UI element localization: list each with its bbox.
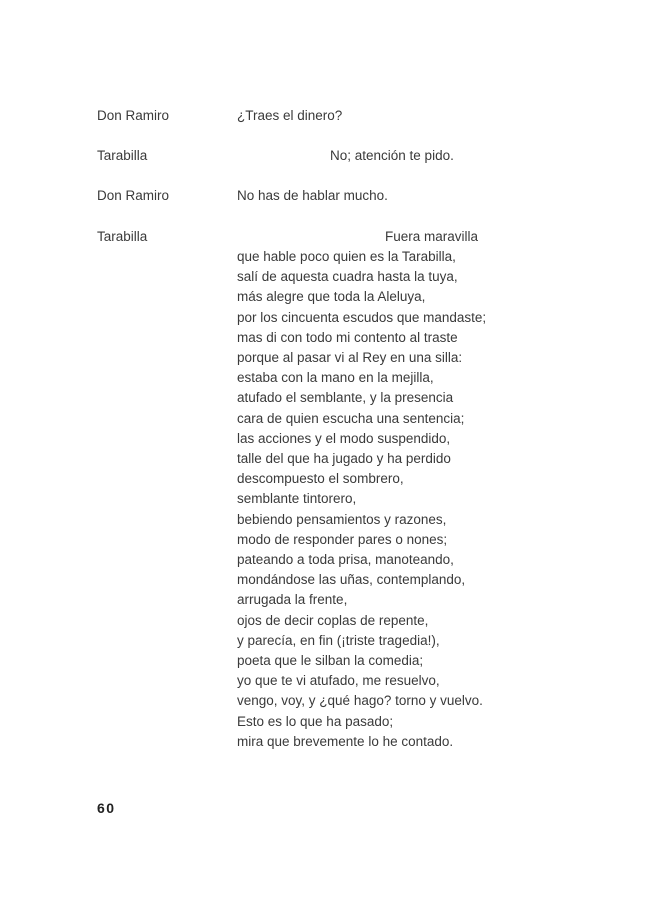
verse-line: descompuesto el sombrero, bbox=[237, 471, 404, 487]
verse-line: semblante tintorero, bbox=[237, 491, 357, 507]
speaker-label: Don Ramiro bbox=[97, 108, 170, 123]
dialogue-line: Fuera maravilla bbox=[385, 229, 479, 244]
verse-line: salí de aquesta cuadra hasta la tuya, bbox=[237, 269, 458, 285]
verse-line: poeta que le silban la comedia; bbox=[237, 653, 424, 669]
dialogue-line: No has de hablar mucho. bbox=[237, 188, 388, 203]
verse-line: atufado el semblante, y la presencia bbox=[237, 390, 454, 406]
verse-line: mondándose las uñas, contemplando, bbox=[237, 572, 466, 588]
dialogue-line: ¿Traes el dinero? bbox=[237, 108, 343, 123]
verse-line: más alegre que toda la Aleluya, bbox=[237, 289, 426, 305]
verse-line: modo de responder pares o nones; bbox=[237, 531, 448, 547]
verse-line: bebiendo pensamientos y razones, bbox=[237, 511, 447, 527]
speaker-label: Tarabilla bbox=[97, 148, 148, 163]
speaker-label: Tarabilla bbox=[97, 229, 148, 244]
verse-line: por los cincuenta escudos que mandaste; bbox=[237, 309, 487, 325]
verse-line: vengo, voy, y ¿qué hago? torno y vuelvo. bbox=[237, 693, 483, 709]
page-number: 60 bbox=[97, 800, 116, 816]
verse-line: talle del que ha jugado y ha perdido bbox=[237, 451, 451, 467]
verse-block bbox=[237, 247, 486, 752]
verse-line: mira que brevemente lo he contado. bbox=[237, 733, 454, 749]
dialogue-line: No; atención te pido. bbox=[330, 148, 454, 163]
verse-line: arrugada la frente, bbox=[237, 592, 348, 608]
verse-line: mas di con todo mi contento al traste bbox=[237, 329, 458, 345]
speaker-label: Don Ramiro bbox=[97, 188, 170, 203]
verse-line: pateando a toda prisa, manoteando, bbox=[237, 552, 454, 568]
verse-line: y parecía, en fin (¡triste tragedia!), bbox=[237, 632, 440, 648]
verse-line: ojos de decir coplas de repente, bbox=[237, 612, 429, 628]
verse-line: Esto es lo que ha pasado; bbox=[237, 713, 394, 729]
verse-line: las acciones y el modo suspendido, bbox=[237, 430, 451, 446]
verse-line: que hable poco quien es la Tarabilla, bbox=[237, 249, 456, 264]
verse-line: cara de quien escucha una sentencia; bbox=[237, 410, 465, 426]
verse-line: yo que te vi atufado, me resuelvo, bbox=[237, 673, 440, 689]
verse-line: estaba con la mano en la mejilla, bbox=[237, 370, 434, 386]
verse-line: porque al pasar vi al Rey en una silla: bbox=[237, 350, 463, 366]
